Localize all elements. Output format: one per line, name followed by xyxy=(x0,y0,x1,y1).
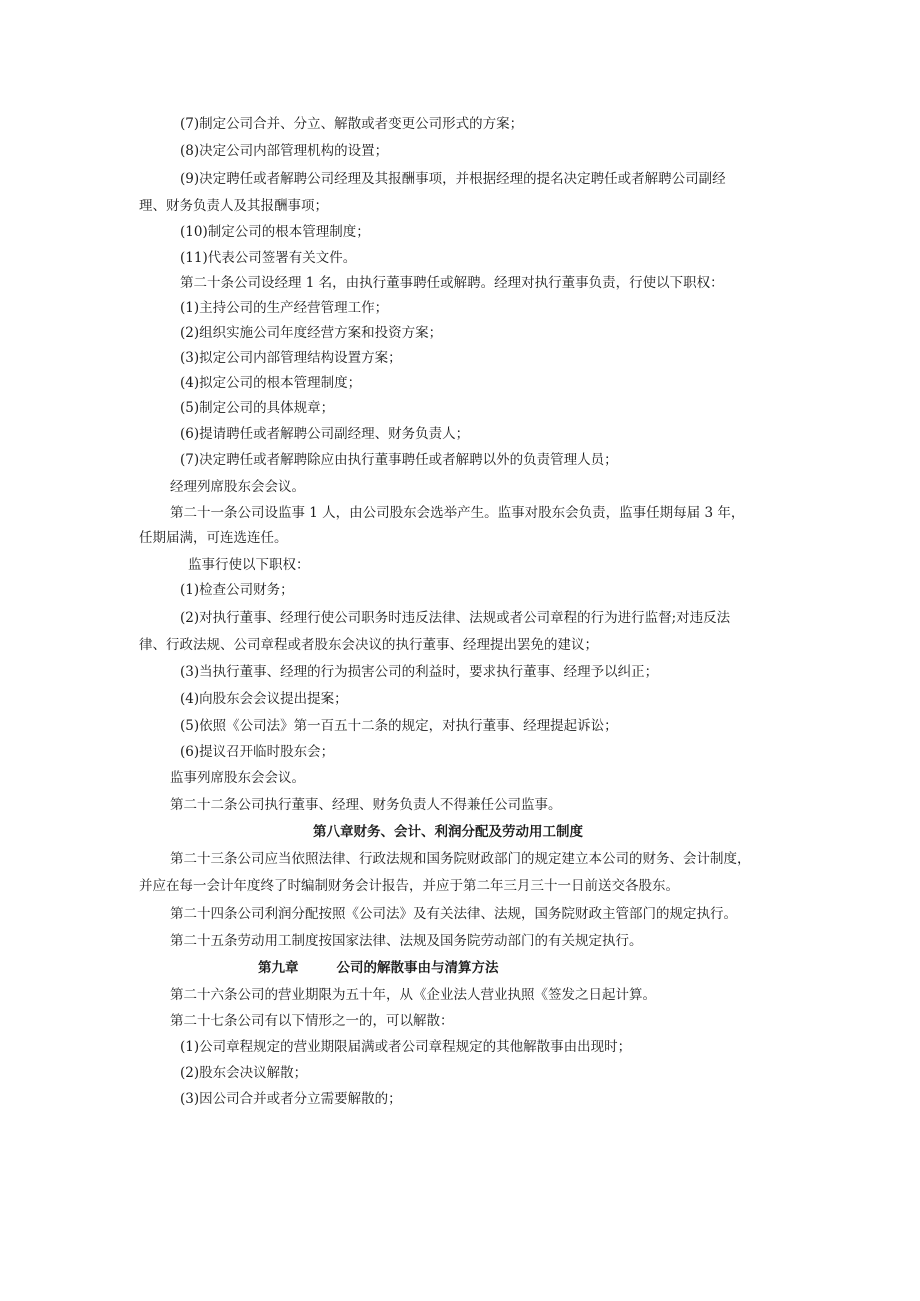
paragraph-line: (4)拟定公司的根本管理制度； xyxy=(180,375,362,391)
chapter-number: 第九章 xyxy=(258,960,299,976)
chapter-heading: 第八章财务、会计、利润分配及劳动用工制度 xyxy=(313,824,583,840)
paragraph-line: (5)依照《公司法》第一百五十二条的规定，对执行董事、经理提起诉讼； xyxy=(180,718,618,734)
paragraph-line: 第二十三条公司应当依照法律、行政法规和国务院财政部门的规定建立本公司的财务、会计制度， xyxy=(170,851,751,867)
paragraph-line: 第二十四条公司利润分配按照《公司法》及有关法律、法规，国务院财政主管部门的规定执行。 xyxy=(170,906,737,922)
paragraph-line: (2)对执行董事、经理行使公司职务时违反法律、法规或者公司章程的行为进行监督;对违反法 xyxy=(180,610,731,626)
chapter-title: 公司的解散事由与清算方法 xyxy=(336,960,499,976)
paragraph-line: (4)向股东会会议提出提案； xyxy=(180,691,348,707)
paragraph-line: (3)当执行董事、经理的行为损害公司的利益时，要求执行董事、经理予以纠正； xyxy=(180,664,659,680)
paragraph-line: (6)提请聘任或者解聘公司副经理、财务负责人； xyxy=(180,426,470,442)
paragraph-line: (1)公司章程规定的营业期限届满或者公司章程规定的其他解散事由出现时； xyxy=(180,1039,632,1055)
paragraph-line: (2)股东会决议解散； xyxy=(180,1065,308,1081)
paragraph-line: (10)制定公司的根本管理制度； xyxy=(180,224,370,240)
paragraph-line: 监事行使以下职权： xyxy=(188,557,310,573)
paragraph-line: (3)因公司合并或者分立需要解散的； xyxy=(180,1091,402,1107)
paragraph-line: (11)代表公司签署有关文件。 xyxy=(180,250,357,266)
chapter-heading xyxy=(258,958,499,978)
paragraph-line: 第二十七条公司有以下情形之一的，可以解散： xyxy=(170,1013,454,1029)
paragraph-line: 理、财务负责人及其报酬事项； xyxy=(139,198,328,214)
paragraph-line: (8)决定公司内部管理机构的设置； xyxy=(180,143,389,159)
paragraph-line: (1)检查公司财务； xyxy=(180,582,294,598)
paragraph-line: (3)拟定公司内部管理结构设置方案； xyxy=(180,350,402,366)
paragraph-line: (6)提议召开临时股东会； xyxy=(180,744,335,760)
paragraph-line: 律、行政法规、公司章程或者股东会决议的执行董事、经理提出罢免的建议； xyxy=(139,637,598,653)
paragraph-line: 并应在每一会计年度终了时编制财务会计报告，并应于第二年三月三十一日前送交各股东。 xyxy=(139,878,679,894)
paragraph-line: 第二十二条公司执行董事、经理、财务负责人不得兼任公司监事。 xyxy=(170,797,562,813)
paragraph-line: (7)决定聘任或者解聘除应由执行董事聘任或者解聘以外的负责管理人员； xyxy=(180,452,618,468)
paragraph-line: 经理列席股东会会议。 xyxy=(170,479,305,495)
paragraph-line: 第二十条公司设经理 1 名，由执行董事聘任或解聘。经理对执行董事负责，行使以下职权： xyxy=(180,275,724,291)
paragraph-line: (2)组织实施公司年度经营方案和投资方案； xyxy=(180,325,443,341)
paragraph-line: 第二十一条公司设监事 1 人，由公司股东会选举产生。监事对股东会负责，监事任期每届 3 年， xyxy=(170,505,745,521)
paragraph-line: (1)主持公司的生产经营管理工作； xyxy=(180,300,389,316)
paragraph-line: 第二十六条公司的营业期限为五十年，从《企业法人营业执照《签发之日起计算。 xyxy=(170,987,656,1003)
paragraph-line: 第二十五条劳动用工制度按国家法律、法规及国务院劳动部门的有关规定执行。 xyxy=(170,933,643,949)
paragraph-line: (9)决定聘任或者解聘公司经理及其报酬事项，并根据经理的提名决定聘任或者解聘公司副经 xyxy=(180,171,726,187)
paragraph-line: 监事列席股东会会议。 xyxy=(170,770,305,786)
paragraph-line: 任期届满，可连选连任。 xyxy=(139,530,288,546)
paragraph-line: (7)制定公司合并、分立、解散或者变更公司形式的方案； xyxy=(180,116,524,132)
paragraph-line: (5)制定公司的具体规章； xyxy=(180,400,335,416)
